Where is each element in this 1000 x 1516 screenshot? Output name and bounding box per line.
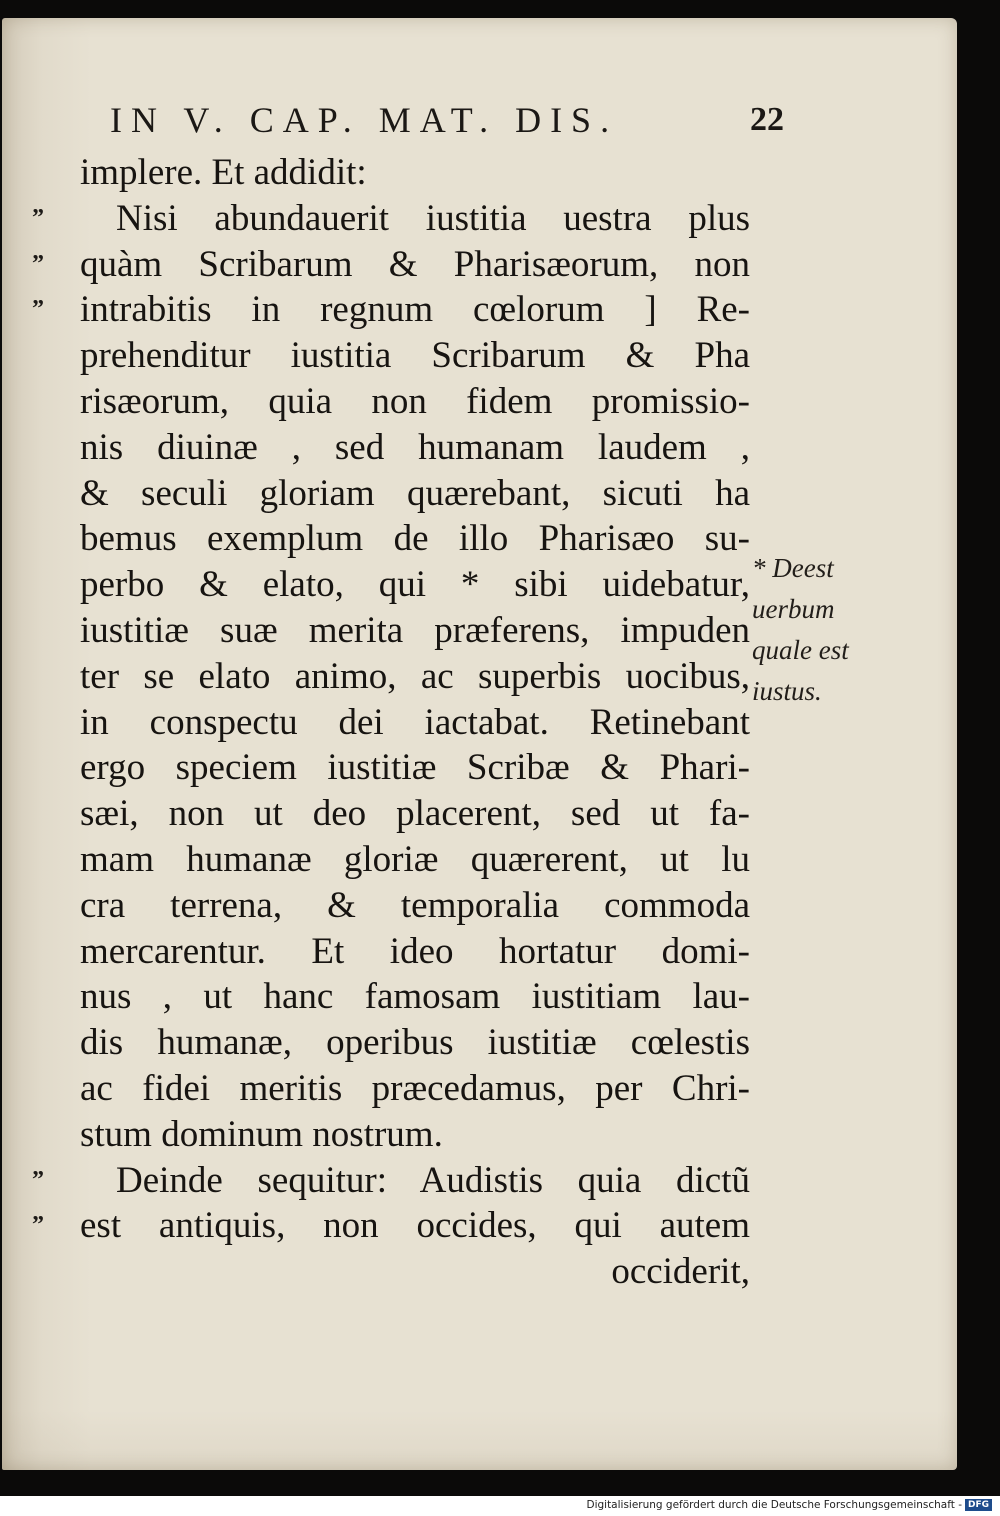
text-line: [80, 837, 750, 883]
line-text: in conspectu dei iactabat. Retinebant: [80, 701, 750, 743]
marginal-note-line: quale est: [752, 635, 849, 665]
line-text: cra terrena, & temporalia commoda: [80, 884, 750, 926]
line-text: nis diuinæ , sed humanam laudem ,: [80, 426, 750, 468]
text-line: [80, 379, 750, 425]
text-line: [80, 929, 750, 975]
line-text: Deinde sequitur: Audistis quia dictũ: [116, 1159, 750, 1201]
quotation-marker: ”: [32, 296, 42, 323]
line-text: iustitiæ suæ merita præferens, impuden: [80, 609, 750, 651]
line-text: est antiquis, non occides, qui autem: [80, 1205, 750, 1247]
line-text: implere. Et addidit:: [80, 152, 367, 193]
line-text: Nisi abundauerit iustitia uestra plus: [116, 197, 750, 239]
text-line: [80, 562, 750, 608]
marginal-note-line: * Deest: [752, 553, 834, 583]
line-text: sæi, non ut deo placerent, sed ut fa-: [80, 793, 750, 835]
text-line: [80, 883, 750, 929]
text-line: [80, 1112, 750, 1158]
line-text: bemus exemplum de illo Pharisæo su-: [80, 518, 750, 560]
text-line: [80, 1020, 750, 1066]
line-text: mam humanæ gloriæ quærerent, ut lu: [80, 838, 750, 880]
quotation-marker: ”: [32, 1212, 42, 1239]
line-text: dis humanæ, operibus iustitiæ cœlestis: [80, 1022, 750, 1064]
line-text: nus , ut hanc famosam iustitiam lau-: [80, 976, 750, 1018]
page-header: [110, 100, 784, 144]
dfg-logo: DFG: [965, 1499, 992, 1511]
line-text: occiderit,: [611, 1251, 750, 1293]
text-line: [32, 1158, 750, 1204]
text-line: [80, 974, 750, 1020]
text-line: [32, 196, 750, 242]
marginal-note-line: iustus.: [752, 676, 822, 706]
text-line: [80, 700, 750, 746]
text-line: [80, 745, 750, 791]
line-text: prehenditur iustitia Scribarum & Pha: [80, 335, 750, 377]
line-text: mercarentur. Et ideo hortatur domi-: [80, 930, 750, 972]
text-line: [80, 791, 750, 837]
line-text: ter se elato animo, ac superbis uocibus,: [80, 655, 750, 697]
line-text: perbo & elato, qui * sibi uidebatur,: [80, 564, 750, 606]
footer-bar: [0, 1496, 1000, 1516]
text-line: [32, 242, 750, 288]
marginal-note-line: uerbum: [752, 594, 835, 624]
marginal-note: [752, 548, 882, 712]
line-text: ac fidei meritis præcedamus, per Chri-: [80, 1067, 750, 1109]
body-text: [32, 150, 750, 1295]
line-text: stum dominum nostrum.: [80, 1113, 443, 1155]
text-line: [80, 654, 750, 700]
quotation-marker: ”: [32, 250, 42, 277]
text-line: [32, 1203, 750, 1249]
funding-credit: Digitalisierung gefördert durch die Deutsche Forschungsgemeinschaft -: [586, 1499, 962, 1511]
text-line: [80, 1249, 750, 1295]
quotation-marker: ”: [32, 204, 42, 231]
line-text: ergo speciem iustitiæ Scribæ & Phari-: [80, 747, 750, 789]
text-line: [80, 471, 750, 517]
quotation-marker: ”: [32, 1166, 42, 1193]
text-line: [80, 608, 750, 654]
line-text: & seculi gloriam quærebant, sicuti ha: [80, 472, 750, 514]
text-line: [32, 287, 750, 333]
line-text: quàm Scribarum & Pharisæorum, non: [80, 243, 750, 285]
text-line: [80, 150, 750, 196]
text-line: [80, 333, 750, 379]
text-line: [80, 425, 750, 471]
line-text: risæorum, quia non fidem promissio-: [80, 380, 750, 422]
text-line: [80, 1066, 750, 1112]
text-line: [80, 516, 750, 562]
running-head: IN V. CAP. MAT. DIS.: [110, 100, 619, 140]
line-text: intrabitis in regnum cœlorum ] Re-: [80, 289, 750, 331]
page-number: 22: [750, 101, 784, 138]
